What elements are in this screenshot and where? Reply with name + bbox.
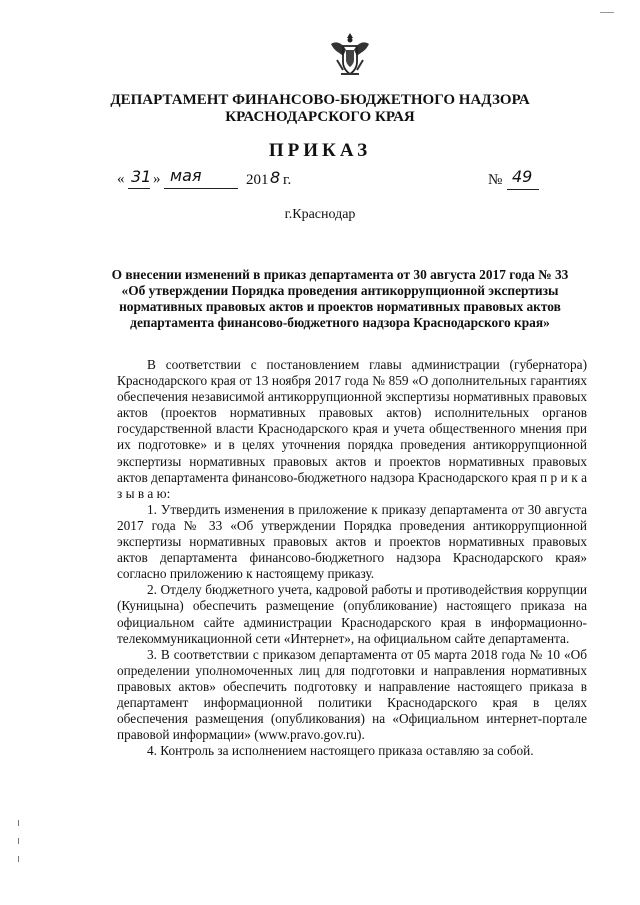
city: г.Краснодар xyxy=(284,207,356,222)
date-day: 31 xyxy=(131,167,152,186)
item-1-paragraph: 1. Утвердить изменения в приложение к приказу департамента от 30 августа 2017 года № 33 «Об утверждении Порядка проведения антикоррупционной экспертизы нормативных правовых актов и проектов нормативных правовых актов департамента финансово-бюджетного надзора Краснодарского края» согласно приложению к настоящему приказу. xyxy=(117,501,587,582)
scan-margin-mark xyxy=(18,838,19,844)
scan-margin-mark xyxy=(18,820,19,826)
topic-line: департамента финансово-бюджетного надзора Краснодарского края» xyxy=(130,315,550,330)
scan-margin-mark xyxy=(18,856,19,862)
item-2-paragraph: 2. Отделу бюджетного учета, кадровой работы и противодействия коррупции (Куницына) обеспечить размещение (опубликование) настоящего приказа на официальном сайте администрации Краснодарского края в информационно-телекоммуникационной сети «Интернет», на официальном сайте департамента. xyxy=(117,582,587,646)
day-underline xyxy=(128,188,150,189)
document-topic xyxy=(100,267,580,331)
date-month: мая xyxy=(170,166,202,185)
document-title: ПРИКАЗ xyxy=(268,140,372,161)
date-year-prefix: 201 xyxy=(246,172,269,188)
topic-line: «Об утверждении Порядка проведения антикоррупционной экспертизы xyxy=(121,283,559,298)
preamble-paragraph: В соответствии с постановлением главы администрации (губернатора) Краснодарского края от 13 ноября 2017 года № 859 «О дополнительных гарантиях обеспечения независимой антикоррупционной экспертизы нормативных правовых актов (проектов нормативных правовых актов) исполнительных органов государственной власти Краснодарского края и учета общественного мнения при их подготовке» и в целях уточнения порядка проведения антикоррупционной экспертизы нормативных правовых актов и проектов нормативных правовых актов департамента финансово-бюджетного надзора Краснодарского края п р и к а з ы в а ю: xyxy=(117,357,587,501)
topic-line: О внесении изменений в приказ департамента от 30 августа 2017 года № 33 xyxy=(111,267,569,282)
number-label: № xyxy=(488,172,503,188)
item-4-paragraph: 4. Контроль за исполнением настоящего приказа оставляю за собой. xyxy=(147,743,534,759)
department-name-line1: ДЕПАРТАМЕНТ ФИНАНСОВО-БЮДЖЕТНОГО НАДЗОРА xyxy=(110,92,530,108)
scan-corner-mark xyxy=(600,12,614,13)
month-underline xyxy=(164,188,238,189)
coat-of-arms-icon xyxy=(327,30,373,80)
item-3-paragraph: 3. В соответствии с приказом департамента от 05 марта 2018 года № 10 «Об определении уполномоченных лиц для подготовки и направления нормативных правовых актов» обеспечить подготовку и направление настоящего приказа в департамент информационной политики Краснодарского края в целях обеспечения размещения (опубликования) на «Официальном интернет-портале правовой информации» (www.pravo.gov.ru). xyxy=(117,646,587,743)
date-close-quote: » xyxy=(153,171,161,187)
date-year-suffix: г. xyxy=(283,172,292,188)
document-number: 49 xyxy=(512,167,533,186)
date-year-digit: 8 xyxy=(270,168,281,187)
number-underline xyxy=(507,189,539,190)
date-open-quote: « xyxy=(117,171,125,187)
document-body xyxy=(117,357,587,759)
topic-line: нормативных правовых актов и проектов нормативных правовых актов xyxy=(119,299,561,314)
department-name-line2: КРАСНОДАРСКОГО КРАЯ xyxy=(225,109,415,125)
